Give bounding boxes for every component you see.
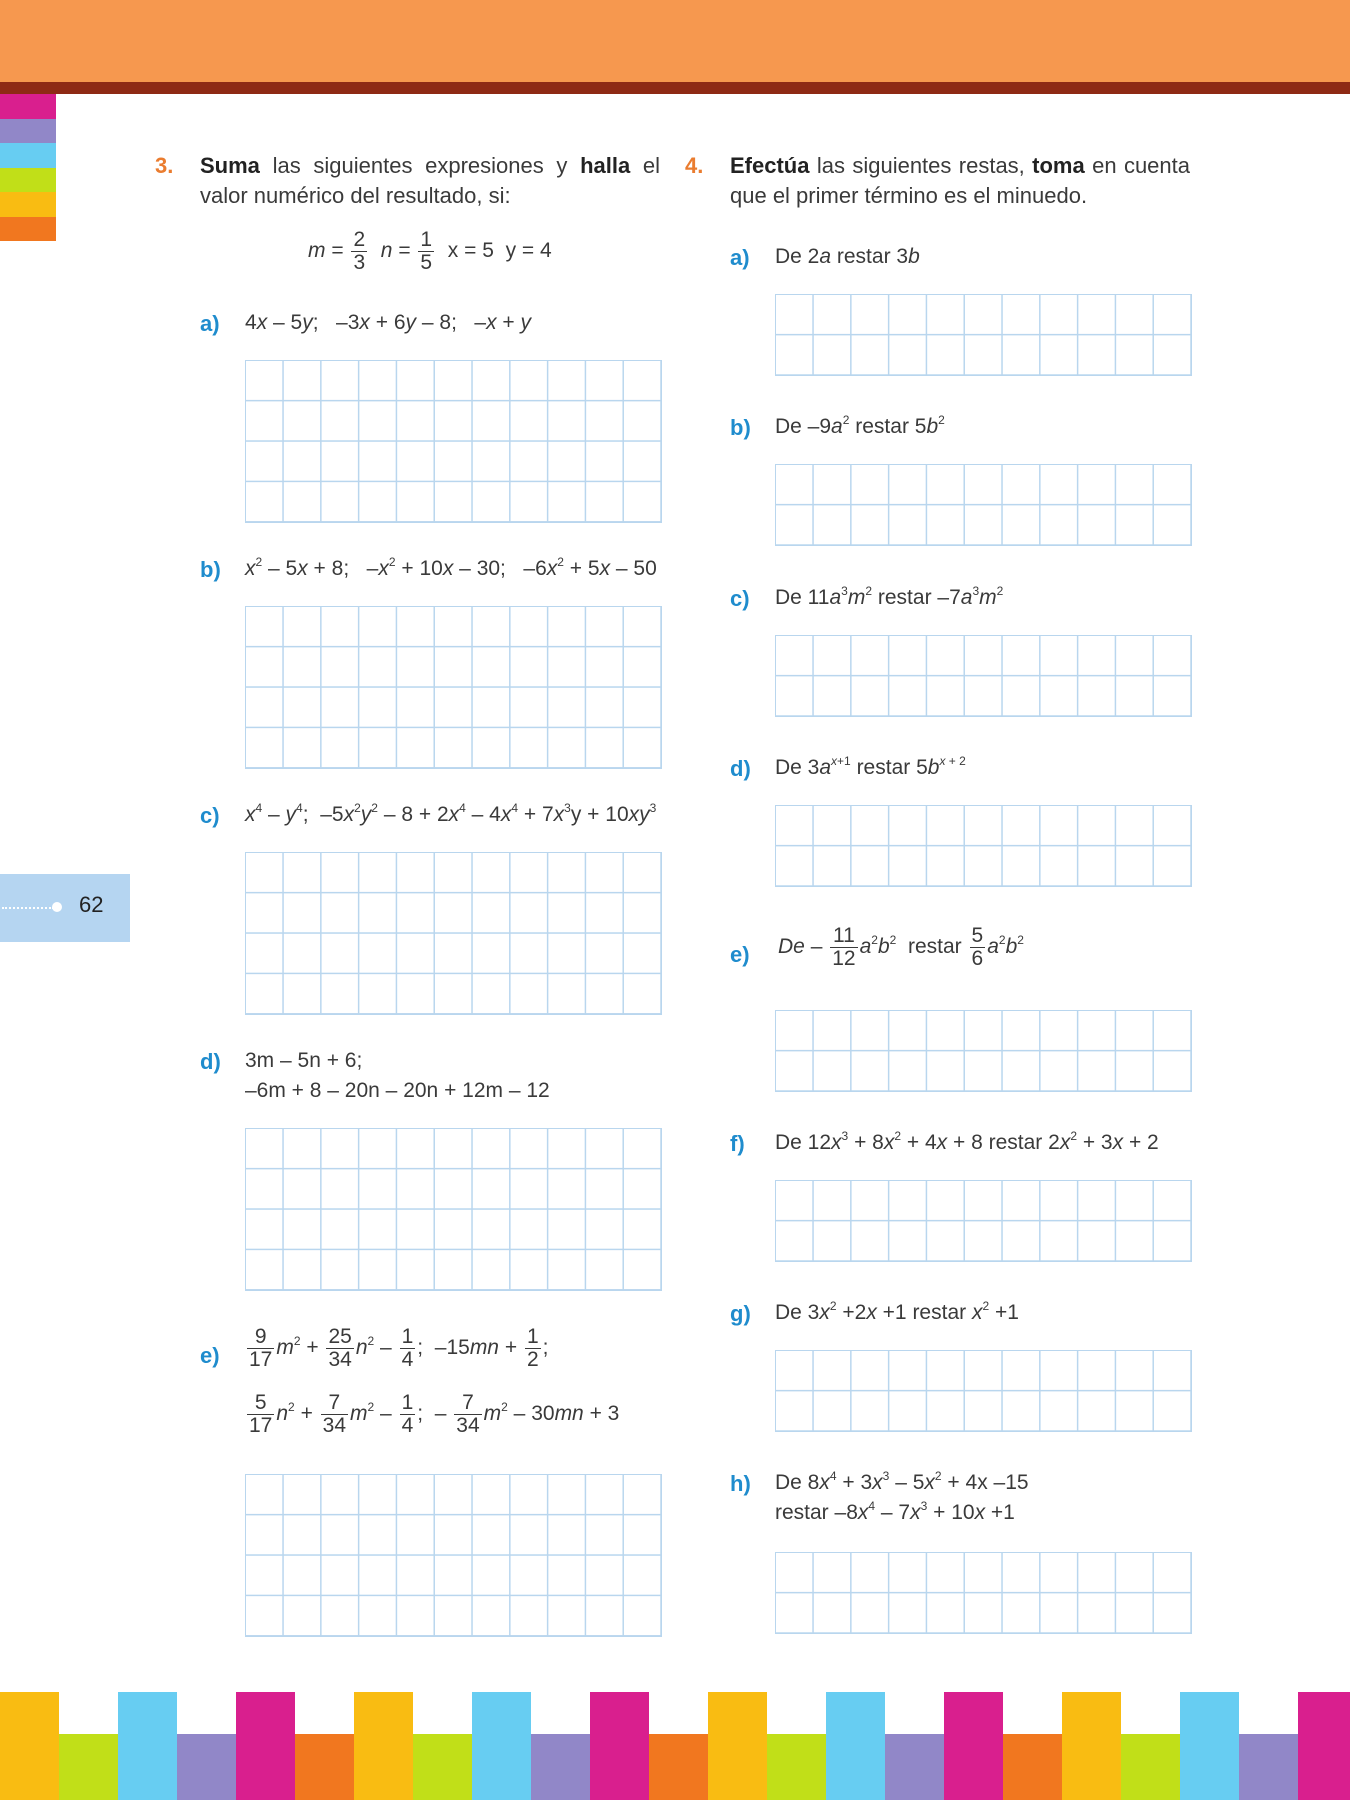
side-tab-lime <box>0 168 56 193</box>
footer-stripe <box>1121 1734 1180 1800</box>
ex4-item-e-label: e) <box>730 942 750 967</box>
footer-stripe <box>708 1692 767 1800</box>
footer-stripe <box>1062 1692 1121 1800</box>
footer-stripe <box>0 1692 59 1800</box>
footer-stripe <box>177 1734 236 1800</box>
ex4-item-c-label: c) <box>730 586 750 611</box>
ex4-item-a-label: a) <box>730 245 750 270</box>
ex3-item-e-line1: $\frac{9}{17}$ $m^2$ + $\frac{25}{34}$ $n^2$ – $\frac{1}{4}$ ; –15mn + $\frac{1}{2}$ ; <box>249 1325 549 1372</box>
exercise-4-instruction: Efectúa las siguientes restas, toma en cuenta que el primer término es el minuedo. <box>730 153 1190 208</box>
ex4-item-h-line2: restar $-8x^4 - 7x^3 + 10x +1$ <box>775 1499 1015 1524</box>
ex3-item-a-grid[interactable] <box>245 360 662 523</box>
ex4-item-d-grid[interactable] <box>775 805 1192 887</box>
ex3-item-e-grid[interactable] <box>245 1474 662 1637</box>
footer-stripe <box>472 1692 531 1800</box>
side-color-tabs <box>0 94 56 241</box>
ex3-item-a-expression: 4x – 5y; –3x + 6y – 8; –x + y <box>245 311 532 334</box>
ex3-item-d-line1: 3m – 5n + 6; <box>245 1049 363 1072</box>
ex4-item-g-label: g) <box>730 1301 751 1326</box>
footer-stripe <box>944 1692 1003 1800</box>
footer-stripe <box>413 1734 472 1800</box>
ex3-item-b-grid[interactable] <box>245 606 662 769</box>
side-tab-magenta <box>0 94 56 119</box>
footer-stripe <box>1180 1692 1239 1800</box>
exercise-3-number: 3. <box>155 153 174 178</box>
header-rule <box>0 82 1350 94</box>
exercise-4-number: 4. <box>685 153 704 178</box>
exercise-3-instruction: Suma las siguientes expresiones y halla el valor numérico del resultado, si: <box>200 153 660 208</box>
ex4-item-e-grid[interactable] <box>775 1010 1192 1092</box>
footer-stripe <box>649 1734 708 1800</box>
page-dot-icon <box>52 902 62 912</box>
exercise-3-values: m = $\frac{2}{3}$ n = $\frac{1}{5}$ x = 5 y = 4 <box>308 228 552 275</box>
ex4-item-h-label: h) <box>730 1471 751 1496</box>
ex4-item-e-expression: De – $\frac{11}{12}$ $a^2b^2$ restar $\frac{5}{6}$ $a^2b^2$ <box>778 924 1024 971</box>
side-tab-yellow <box>0 192 56 217</box>
header-band <box>0 0 1350 82</box>
ex4-item-h-grid[interactable] <box>775 1552 1192 1634</box>
ex4-item-g-expression: De $3x^2 +2x +1$ restar $x^2 +1$ <box>775 1299 1019 1324</box>
ex4-item-b-grid[interactable] <box>775 464 1192 546</box>
ex4-item-b-expression: De $-9a^2$ restar $5b^2$ <box>775 413 945 438</box>
footer-stripe <box>1298 1692 1350 1800</box>
footer-stripe <box>826 1692 885 1800</box>
page-dots <box>2 907 54 909</box>
footer-stripe <box>118 1692 177 1800</box>
ex3-item-d-grid[interactable] <box>245 1128 662 1291</box>
ex4-item-b-label: b) <box>730 415 751 440</box>
ex4-item-a-expression: De 2a restar 3b <box>775 245 920 268</box>
ex4-item-f-label: f) <box>730 1131 745 1156</box>
ex4-item-c-expression: De $11a^3m^2$ restar $-7a^3m^2$ <box>775 584 1004 609</box>
footer-stripe <box>885 1734 944 1800</box>
footer-stripe <box>767 1734 826 1800</box>
ex3-item-d-label: d) <box>200 1049 221 1074</box>
ex4-item-g-grid[interactable] <box>775 1350 1192 1432</box>
ex4-item-d-label: d) <box>730 756 751 781</box>
ex3-item-a-label: a) <box>200 311 220 336</box>
ex3-item-c-grid[interactable] <box>245 852 662 1015</box>
ex3-item-e-line2: $\frac{5}{17}$ $n^2$ + $\frac{7}{34}$ $m^2$ – $\frac{1}{4}$ ; – $\frac{7}{34}$ $m^2 - 30mn + 3$ <box>249 1391 620 1438</box>
footer-stripe <box>236 1692 295 1800</box>
ex3-item-d-line2: –6m + 8 – 20n – 20n + 12m – 12 <box>245 1079 550 1102</box>
ex3-item-b-expression: $x^2 - 5x + 8$; $-x^2 + 10x - 30$; $-6x^2 + 5x - 50$ <box>245 555 657 580</box>
ex4-item-f-expression: De $12x^3 + 8x^2 + 4x + 8$ restar $2x^2 + 3x + 2$ <box>775 1129 1159 1154</box>
ex4-item-a-grid[interactable] <box>775 294 1192 376</box>
ex3-item-c-expression: $x^4 - y^4$; $-5x^2y^2 - 8 + 2x^4 - 4x^4 + 7x^3y + 10xy^3$ <box>245 801 657 826</box>
ex3-item-b-label: b) <box>200 557 221 582</box>
side-tab-purple <box>0 119 56 144</box>
footer-stripe <box>531 1734 590 1800</box>
ex4-item-h-line1: De $8x^4 + 3x^3 - 5x^2 + 4x$ –15 <box>775 1469 1029 1494</box>
footer-stripe <box>1239 1734 1298 1800</box>
ex4-item-d-expression: De $3a^{x+1}$ restar $5b^{x + 2}$ <box>775 754 966 779</box>
footer-stripe <box>590 1692 649 1800</box>
side-tab-orange <box>0 217 56 242</box>
footer-color-stripes <box>0 1692 1350 1800</box>
footer-stripe <box>354 1692 413 1800</box>
ex4-item-c-grid[interactable] <box>775 635 1192 717</box>
side-tab-cyan <box>0 143 56 168</box>
page-number: 62 <box>79 892 104 917</box>
ex3-item-c-label: c) <box>200 803 220 828</box>
footer-stripe <box>59 1734 118 1800</box>
page-number-tab <box>0 874 130 942</box>
ex3-item-e-label: e) <box>200 1343 220 1368</box>
footer-stripe <box>1003 1734 1062 1800</box>
ex4-item-f-grid[interactable] <box>775 1180 1192 1262</box>
footer-stripe <box>295 1734 354 1800</box>
